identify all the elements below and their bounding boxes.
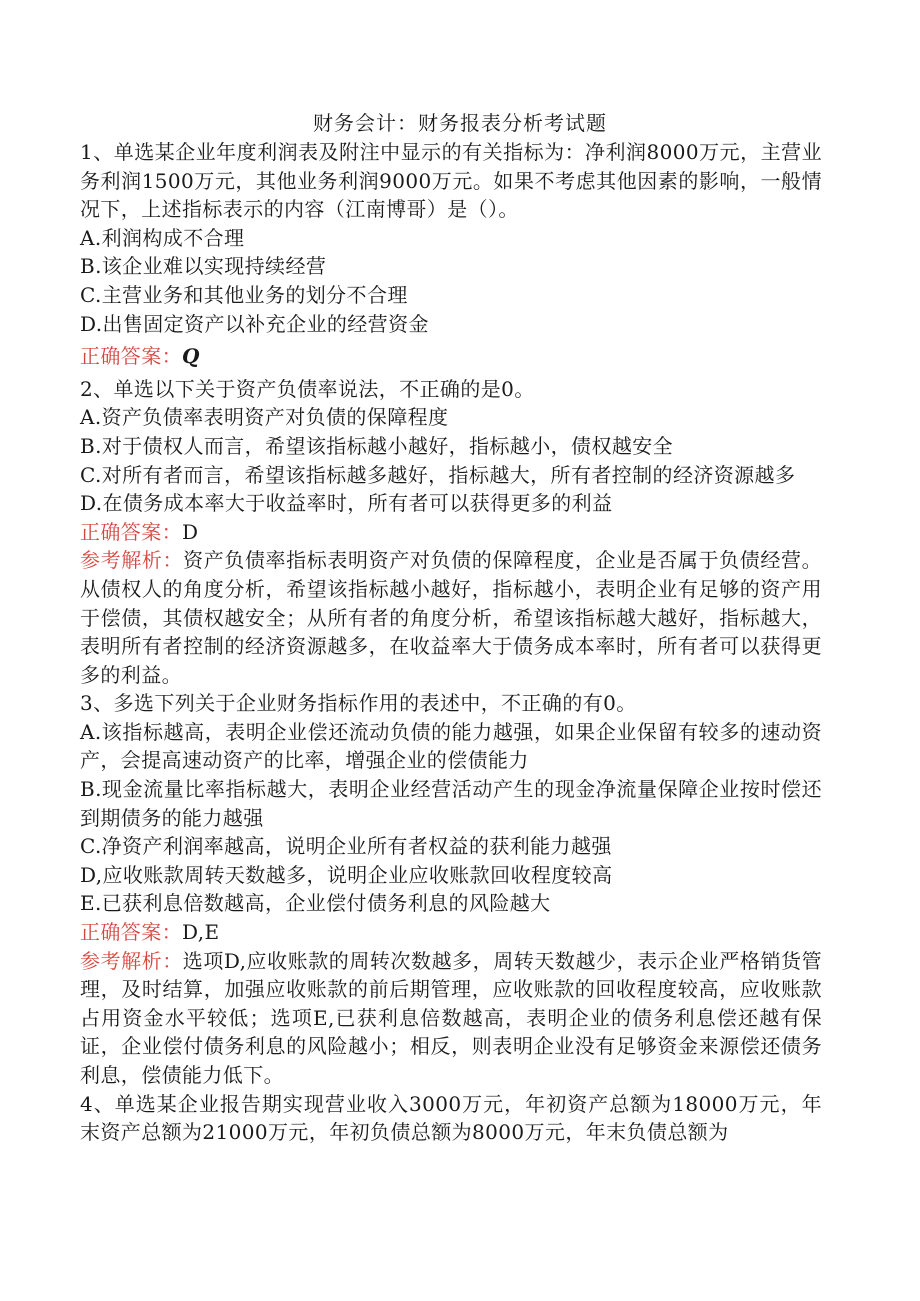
document-body (80, 138, 822, 1147)
question-4 (80, 1090, 822, 1147)
question-1-option-a: A.利润构成不合理 (80, 225, 245, 250)
answer-value: D (182, 519, 199, 544)
question-3-option-b: B.现金流量比率指标越大，表明企业经营活动产生的现金净流量保障企业按时偿还到期债务的能力越强 (80, 777, 822, 830)
question-2-option-d: D.在债务成本率大于收益率时，所有者可以获得更多的利益 (80, 491, 613, 516)
question-1-option-d: D.出售固定资产以补充企业的经营资金 (80, 311, 429, 336)
question-3-answer (80, 918, 822, 947)
question-2 (80, 375, 822, 690)
question-2-analysis (80, 546, 822, 689)
analysis-text: 资产负债率指标表明资产对负债的保障程度，企业是否属于负债经营。从债权人的角度分析，希望该指标越小越好，指标越小，表明企业有足够的资产用于偿债，其债权越安全；从所有者的角度分析，希望该指标越大越好，指标越大，表明所有者控制的经济资源越多，在收益率大于债务成本率时，所有者可以获得更多的利益。 (80, 548, 823, 687)
answer-label: 正确答案： (80, 519, 182, 544)
question-3-option-d: D,应收账款周转天数越多，说明企业应收账款回收程度较高 (80, 862, 613, 887)
question-2-option-c: C.对所有者而言，希望该指标越多越好，指标越大，所有者控制的经济资源越多 (80, 462, 796, 487)
analysis-text: 选项D,应收账款的周转次数越多，周转天数越少，表示企业严格销货管理，及时结算，加强应收账款的前后期管理，应收账款的回收程度较高，应收账款占用资金水平较低；选项E,已获利息倍数越高，表明企业的债务利息偿还越有保证，企业偿付债务利息的风险越小；相反，则表明企业没有足够资金来源偿还债务利息，偿债能力低下。 (80, 948, 823, 1087)
question-3-option-a: A.该指标越高，表明企业偿还流动负债的能力越强，如果企业保留有较多的速动资产，会提高速动资产的比率，增强企业的偿债能力 (80, 719, 822, 773)
question-2-stem: 2、单选以下关于资产负债率说法，不正确的是0。 (80, 376, 535, 401)
analysis-label: 参考解析： (80, 948, 183, 973)
question-3-analysis (80, 947, 822, 1090)
question-3 (80, 689, 822, 1089)
analysis-label: 参考解析： (80, 548, 184, 573)
question-4-stem: 4、单选某企业报告期实现营业收入3000万元，年初资产总额为18000万元，年末资产总额为21000万元，年初负债总额为8000万元，年末负债总额为 (80, 1091, 822, 1145)
question-1 (80, 138, 822, 371)
question-2-option-b: B.对于债权人而言，希望该指标越小越好，指标越小，债权越安全 (80, 433, 674, 458)
answer-value: Q (182, 344, 200, 369)
question-2-option-a: A.资产负债率表明资产对负债的保障程度 (80, 405, 449, 430)
answer-label: 正确答案： (80, 920, 182, 945)
question-1-answer (80, 342, 822, 371)
page-title: 财务会计：财务报表分析考试题 (313, 111, 607, 135)
answer-value: D,E (182, 920, 220, 945)
question-1-stem: 1、单选某企业年度利润表及附注中显示的有关指标为：净利润8000万元，主营业务利润1500万元，其他业务利润9000万元。如果不考虑其他因素的影响，一般情况下，上述指标表示的内容（江南博哥）是（）。 (80, 140, 822, 222)
answer-label: 正确答案： (80, 344, 182, 369)
question-3-option-c: C.净资产利润率越高，说明企业所有者权益的获利能力越强 (80, 834, 612, 859)
question-2-answer (80, 518, 822, 547)
question-3-stem: 3、多选下列关于企业财务指标作用的表述中，不正确的有0。 (80, 691, 637, 716)
question-3-option-e: E.已获利息倍数越高，企业偿付债务利息的风险越大 (80, 891, 551, 916)
question-1-option-c: C.主营业务和其他业务的划分不合理 (80, 282, 408, 307)
question-1-option-b: B.该企业难以实现持续经营 (80, 254, 327, 279)
